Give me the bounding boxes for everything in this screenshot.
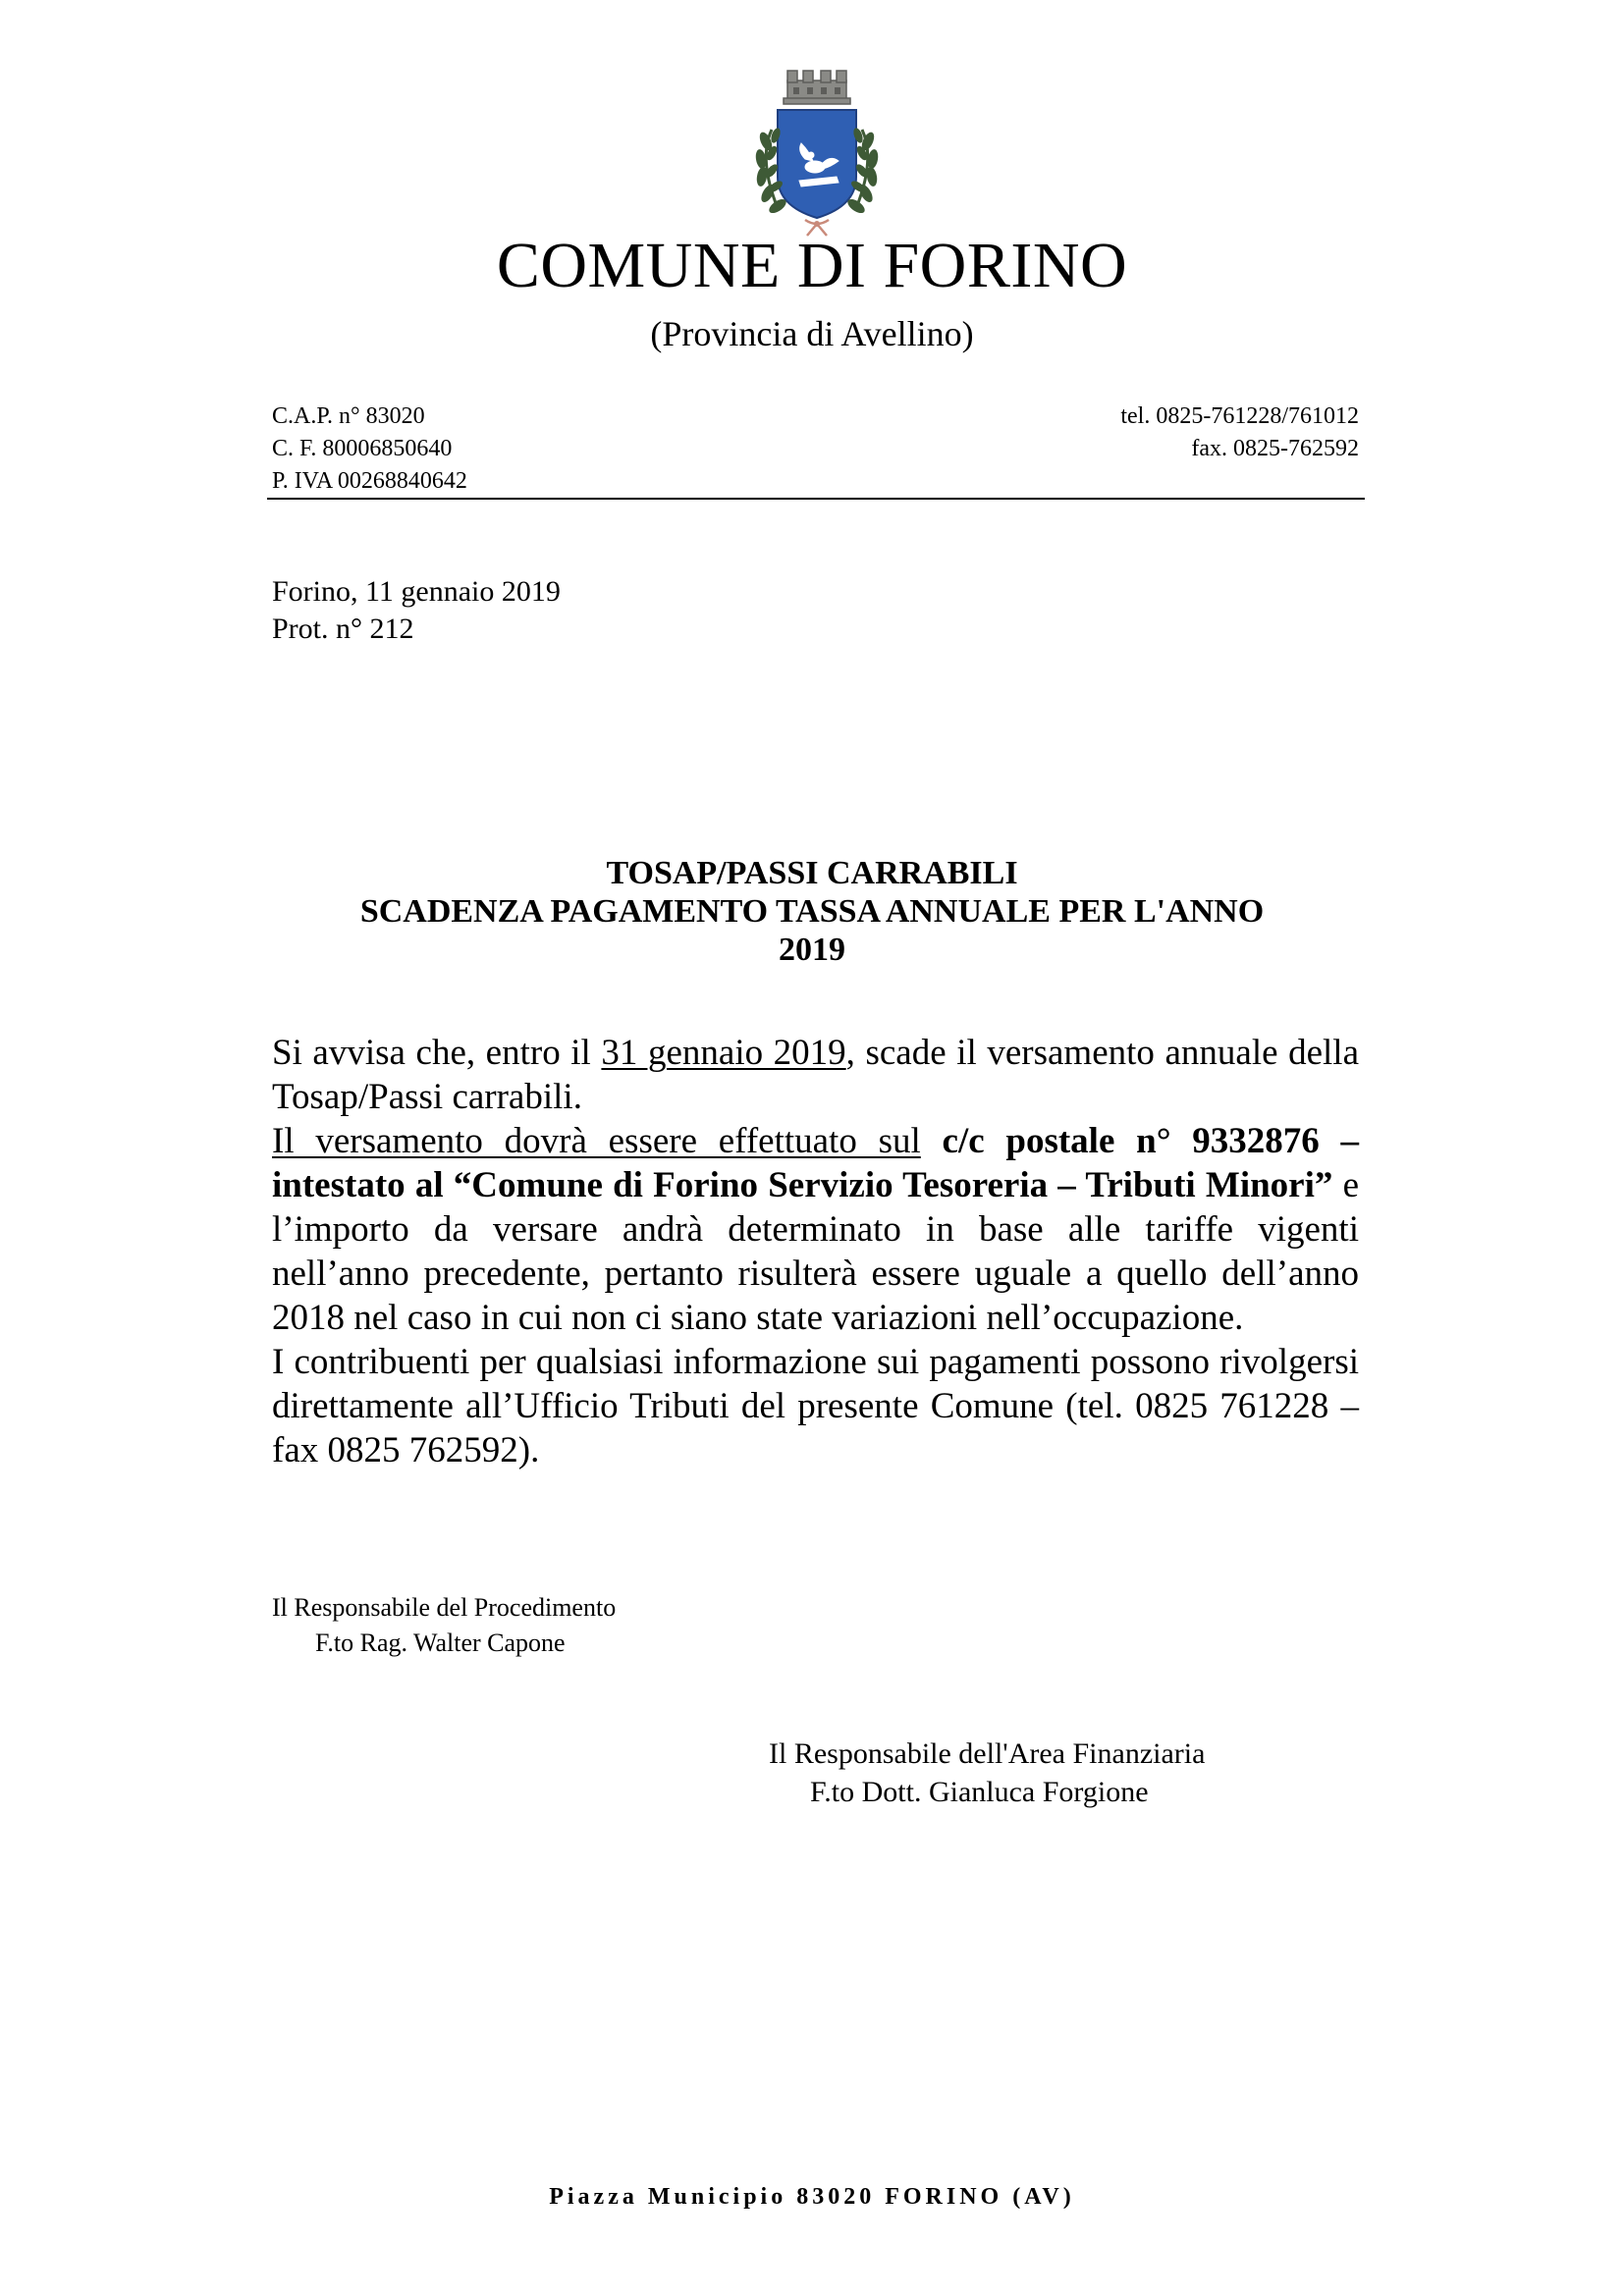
deadline-outro: , scade il versamento annuale della Tosap/Passi carrabili.	[272, 1033, 1359, 1117]
province-subtitle: (Provincia di Avellino)	[650, 314, 974, 353]
fiscal-info	[272, 400, 467, 498]
subject-heading	[272, 854, 1352, 969]
signature-name: F.to Dott. Gianluca Forgione	[810, 1776, 1149, 1808]
signature-name: F.to Rag. Walter Capone	[315, 1629, 566, 1657]
footer-address: Piazza Municipio 83020 FORINO (AV)	[549, 2184, 1075, 2210]
payment-method-intro: Il versamento dovrà essere effettuato sul	[272, 1121, 921, 1161]
postal-code: C.A.P. n° 83020	[272, 403, 425, 429]
paragraph-deadline	[272, 1031, 1359, 1119]
payment-details: e l’importo da versare andrà determinato in base alle tariffe vigenti nell’anno precedente, pertanto risulterà essere uguale a quello dell’anno 2018 nel caso in cui non ci siano state variazioni nell’occupazione.	[272, 1165, 1359, 1338]
signature-role: Il Responsabile dell'Area Finanziaria	[769, 1737, 1206, 1770]
postal-account: c/c postale n° 9332876 – intestato al “Comune di Forino Servizio Tesoreria – Tributi Minori”	[272, 1121, 1359, 1205]
subject-line-3: 2019	[779, 932, 845, 968]
signature-procedure-manager	[272, 1590, 616, 1661]
municipality-title: COMUNE DI FORINO	[496, 230, 1128, 301]
subject-line-2: SCADENZA PAGAMENTO TASSA ANNUALE PER L'ANNO	[359, 893, 1265, 930]
vat-number: P. IVA 00268840642	[272, 468, 467, 494]
subject-line-1: TOSAP/PASSI CARRABILI	[606, 855, 1018, 891]
date-protocol	[272, 573, 561, 648]
contact-info	[1120, 400, 1359, 465]
paragraph-payment	[272, 1119, 1359, 1340]
municipal-crest-icon	[729, 61, 905, 242]
tax-code: C. F. 80006850640	[272, 436, 453, 461]
protocol-number: Prot. n° 212	[272, 613, 414, 645]
document-date: Forino, 11 gennaio 2019	[272, 575, 561, 608]
signature-finance-manager	[769, 1735, 1205, 1811]
notice-body	[272, 1031, 1359, 1472]
telephone: tel. 0825-761228/761012	[1120, 403, 1359, 429]
deadline-date: 31 gennaio 2019	[601, 1033, 846, 1073]
signature-role: Il Responsabile del Procedimento	[272, 1593, 617, 1622]
paragraph-contacts: I contribuenti per qualsiasi informazione sui pagamenti possono rivolgersi direttamente all’Ufficio Tributi del presente Comune (tel. 0825 761228 – fax 0825 762592).	[272, 1342, 1359, 1470]
header-divider	[267, 498, 1365, 500]
fax: fax. 0825-762592	[1191, 436, 1359, 461]
deadline-intro: Si avvisa che, entro il	[272, 1033, 602, 1073]
